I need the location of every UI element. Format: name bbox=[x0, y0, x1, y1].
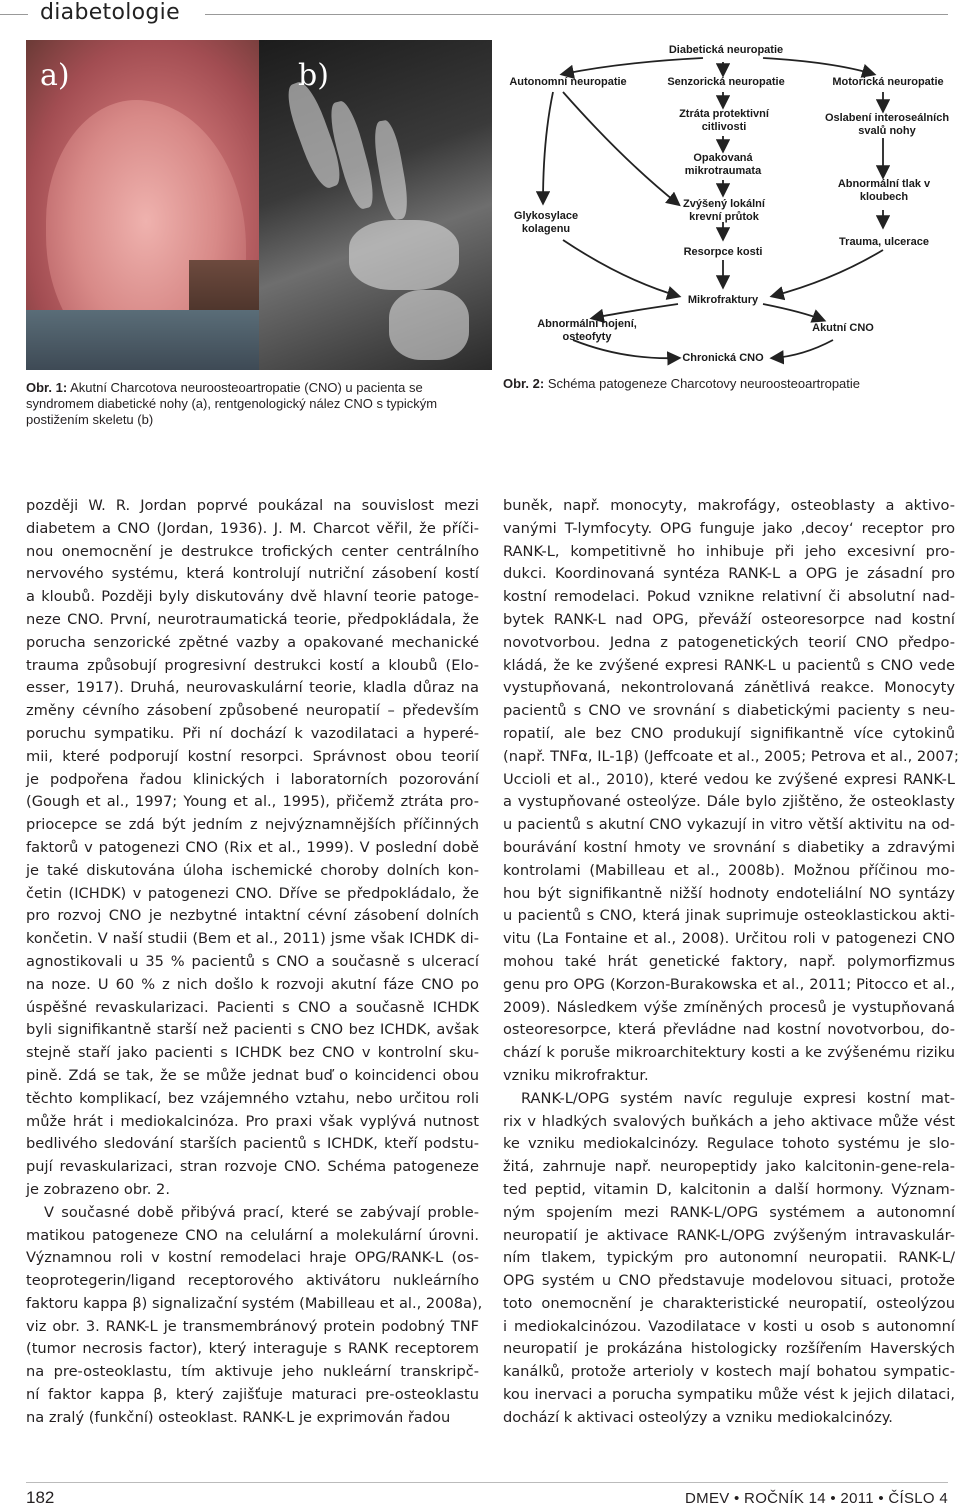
text-line: pro rozvoj CNO je nezbytné intaktní cévní zásobení dolních bbox=[26, 907, 479, 925]
text-line: genu pro OPG (Korzon-Burakowska et al., 2011; Pitocco et al., bbox=[503, 975, 955, 993]
journal-footer: DMEV • ROČNÍK 14 • 2011 • ČÍSLO 4 bbox=[685, 1490, 948, 1507]
text-line: a kloubů. Později byly diskutovány dvě hlavní teorie patoge- bbox=[26, 588, 479, 606]
text-line: kostní remodelaci. Pokud vznikne relativní či absolutní nad- bbox=[503, 588, 955, 606]
text-line: RANK-L, kompetitivně ho inhibuje při jeho excesivní pro- bbox=[503, 542, 955, 560]
figure-label-a: a) bbox=[40, 58, 70, 93]
text-line: ní faktor kappa β, který zajišťuje maturaci pre-osteoklastu bbox=[26, 1386, 479, 1404]
text-line: u pacientů s akutní CNO vykazují in vitro větší aktivitu na od- bbox=[503, 816, 955, 834]
text-line: dukci. Koordinovaná syntéza RANK-L a OPG je zásadní pro bbox=[503, 565, 955, 583]
text-line: vanými T-lymfocyty. OPG funguje jako ‚decoy‘ receptor pro bbox=[503, 519, 955, 537]
text-line: nervového systému, která kontrolují nutriční zásobení kostí bbox=[26, 565, 479, 583]
text-line: agnostikovali u 35 % pacientů s CNO a současně s ulcerací bbox=[26, 952, 479, 970]
xray-image bbox=[259, 40, 492, 370]
text-line: dochází k aktivaci osteolýzy a vzniku mediokalcinózy. bbox=[503, 1408, 893, 1426]
text-line: osteoresorpce, která převládne nad kostní novotvorbou, do- bbox=[503, 1021, 955, 1039]
text-line: Významnou roli v kostní remodelaci hraje OPG/RANK-L (os- bbox=[26, 1249, 479, 1267]
text-line: (např. TNFα, IL-1β) (Jeffcoate et al., 2005; Petrova et al., 2007; bbox=[503, 747, 959, 765]
bone-shape bbox=[389, 290, 469, 360]
text-line: mohou také hrát genetické faktory, např. polymorfizmus bbox=[503, 952, 955, 970]
text-line: diabetem a CNO (Jordan, 1936). J. M. Charcot věřil, že příči- bbox=[26, 519, 479, 537]
text-line: poruchu sympatiku. Při ní dochází k vazodilataci a hyperé- bbox=[26, 724, 479, 742]
text-line: kládá, že ke zvýšené expresi RANK-L u pacientů s CNO vede bbox=[503, 656, 955, 674]
text-line: změny cévního zásobení způsobené neuropatií – především bbox=[26, 702, 479, 720]
caption-text: Akutní Charcotova neuroosteoartropatie (CNO) u pacienta se syndromem diabetické nohy (a), rentgenologický nález CNO s typickým postižením skeletu (b) bbox=[26, 380, 438, 427]
text-line: kou inervaci a porucha sympatiku může vést k jejich dilataci, bbox=[503, 1386, 955, 1404]
text-line: trauma způsobují progresivní destrukci kostí a kloubů (Elo- bbox=[26, 656, 479, 674]
text-line: porucha senzorické zpětné vazby a opakované mechanické bbox=[26, 633, 479, 651]
text-line: novotvorbou. Jedna z patogenetických teorií CNO předpo- bbox=[503, 633, 955, 651]
caption-text: Schéma patogeneze Charcotovy neuroosteoartropatie bbox=[547, 376, 861, 391]
text-line: ke vzniku mediokalcinózy. Regulace tohoto systému je slo- bbox=[503, 1135, 955, 1153]
text-line: u pacientů s CNO, která jinak suprimuje osteoklastickou akti- bbox=[503, 907, 955, 925]
text-line: priocepce se zdá být jedním z nejvýznamnějších příčinných bbox=[26, 816, 479, 834]
text-line: Uccioli et al., 2010), které vedou ke zvýšené expresi RANK-L bbox=[503, 770, 955, 788]
text-line: končetin. V naší studii (Bem et al., 2011) jsme však ICHDK di- bbox=[26, 930, 479, 948]
text-line: ním tlakem, typickým pro autonomní neuropatii. RANK-L/ bbox=[503, 1249, 955, 1267]
figure-2-diagram bbox=[503, 40, 955, 370]
text-line: těchto komplikací, bez vzájemného vztahu, nebo určitou roli bbox=[26, 1089, 479, 1107]
figure-1 bbox=[26, 40, 492, 370]
header-rule bbox=[205, 14, 948, 15]
bed-sheet bbox=[26, 310, 259, 370]
text-line: pacientů s CNO ve srovnání s diabetickými pacienty s neu- bbox=[503, 702, 955, 720]
node-glykosylace-kolagenu: Glykosylace kolagenu bbox=[513, 210, 579, 235]
text-line: žitá, zahrnuje např. neuropeptidy jako kalcitonin-gene-rela- bbox=[503, 1158, 955, 1176]
node-mikrofraktury: Mikrofraktury bbox=[687, 294, 759, 306]
caption-prefix: Obr. 1: bbox=[26, 380, 68, 395]
node-motoricka-neuropatie: Motorická neuropatie bbox=[832, 76, 944, 88]
text-line: (Gough et al., 1997; Young et al., 1995), přičemž ztráta pro- bbox=[26, 793, 479, 811]
node-trauma-ulcerace: Trauma, ulcerace bbox=[839, 236, 929, 248]
text-line: úspěšné revaskularizaci. Pacienti s CNO a současně ICHDK bbox=[26, 998, 479, 1016]
text-line: hou být signifikantně nižší hodnoty endoteliální NO syntázy bbox=[503, 884, 955, 902]
section-title: diabetologie bbox=[40, 0, 180, 25]
text-line: může hrát i mediokalcinóza. Pro praxi však vyplývá nutnost bbox=[26, 1112, 479, 1130]
text-line: je podpořena řadou klinických i laboratorních pozorování bbox=[26, 770, 479, 788]
caption-prefix: Obr. 2: bbox=[503, 376, 545, 391]
text-line: byli signifikantně starší než pacienti s CNO bez ICHDK, avšak bbox=[26, 1021, 479, 1039]
text-line: pují revaskularizaci, stran rozvoje CNO. Schéma patogeneze bbox=[26, 1158, 479, 1176]
node-abnormalni-tlak: Abnormální tlak v kloubech bbox=[837, 178, 931, 203]
text-line: 2009). Následkem výše zmíněných procesů je vystupňovaná bbox=[503, 998, 955, 1016]
text-line: vitu (La Fontaine et al., 2008). Určitou roli v patogenezi CNO bbox=[503, 930, 955, 948]
text-line: je zobrazeno obr. 2. bbox=[26, 1180, 170, 1198]
page-header bbox=[0, 0, 960, 30]
bone-shape bbox=[370, 119, 411, 222]
text-line: četin (ICHDK) v patogenezi CNO. Dříve se předpokládalo, že bbox=[26, 884, 479, 902]
text-line: viz obr. 3. RANK-L je transmembránový protein podobný TNF bbox=[26, 1317, 479, 1335]
node-autonomni-neuropatie: Autonomní neuropatie bbox=[509, 76, 627, 88]
node-oslabeni-svalu: Oslabení interoseálních svalů nohy bbox=[824, 112, 950, 137]
text-line: i mediokalcinózou. Vazodilatace v kosti u osob s autonomní bbox=[503, 1317, 955, 1335]
text-line: RANK-L/OPG systém navíc reguluje expresi kostní mat- bbox=[521, 1089, 955, 1107]
text-line: buněk, např. monocyty, makrofágy, osteoblasty a aktivo- bbox=[503, 497, 955, 514]
text-line: OPG systém u CNO představuje modelovou situaci, protože bbox=[503, 1272, 955, 1290]
node-resorpce-kosti: Resorpce kosti bbox=[683, 246, 763, 258]
text-line: neze CNO. První, neurotraumatická teorie, předpokládala, že bbox=[26, 610, 479, 628]
figure-2-caption bbox=[503, 376, 955, 392]
text-line: bytek RANK-L nad OPG, převáží osteoresorpce nad kostní bbox=[503, 610, 955, 628]
text-line: matikou patogeneze CNO na celulární a molekulární úrovni. bbox=[26, 1226, 479, 1244]
header-rule-left bbox=[0, 14, 28, 15]
text-line: toto onemocnění je charakteristické neuropatií, osteolýzou bbox=[503, 1294, 955, 1312]
text-line: je také diskutována úloha ischemické choroby dolních kon- bbox=[26, 861, 479, 879]
text-line: V současné době přibývá prací, které se zabývají proble- bbox=[44, 1203, 479, 1221]
text-line: vzniku mikrofraktur. bbox=[503, 1066, 649, 1084]
text-line: kontrolami (Mabilleau et al., 2008b). Možnou příčinou mo- bbox=[503, 861, 955, 879]
text-line: pině. Zdá se tak, že se může jednat buď o koincidenci obou bbox=[26, 1066, 479, 1084]
text-line: na zralý (funkční) osteoklast. RANK-L je exprimován řadou bbox=[26, 1408, 451, 1426]
text-line: nou onemocnění je destrukce trofických center centrálního bbox=[26, 542, 479, 560]
text-line: bedlivého sledování starších pacientů s ICHDK, kteří podstu- bbox=[26, 1135, 479, 1153]
text-line: esser, 1917). Druhá, neurovaskulární teorie, kladla důraz na bbox=[26, 679, 479, 697]
figure-label-b: b) bbox=[298, 58, 329, 93]
node-abnormalni-hojeni: Abnormální hojení, osteofyty bbox=[537, 318, 637, 343]
text-line: (tumor necrosis factor), který interaguje s RANK receptorem bbox=[26, 1340, 479, 1358]
page-number: 182 bbox=[26, 1488, 55, 1507]
node-diabeticka-neuropatie: Diabetická neuropatie bbox=[668, 44, 784, 56]
figure-1-caption bbox=[26, 380, 472, 428]
text-line: neuropatií je aktivace RANK-L/OPG zvýšeným intravaskulár- bbox=[503, 1226, 955, 1244]
text-line: ted peptid, vitamin D, kalcitonin a další hormony. Význam- bbox=[503, 1180, 955, 1198]
text-line: mii, které podporují kostní resorpci. Správnost obou teorií bbox=[26, 747, 479, 765]
text-line: později W. R. Jordan poprvé poukázal na souvislost mezi bbox=[26, 497, 479, 514]
footer-rule bbox=[26, 1482, 948, 1483]
text-line: bourávání kostní hmoty ve srovnání s diabetiky a zdravými bbox=[503, 838, 955, 856]
bone-shape bbox=[349, 220, 459, 290]
body-text-right-column bbox=[503, 495, 959, 1430]
text-line: faktorů v patogenezi CNO (Rix et al., 1999). V poslední době bbox=[26, 838, 479, 856]
text-line: kanálků, protože arterioly v kostech mají bohatou sympatic- bbox=[503, 1363, 955, 1381]
text-line: ropatií, ale bez CNO produkují signifikantně více cytokinů bbox=[503, 724, 955, 742]
node-chronicka-cno: Chronická CNO bbox=[682, 352, 764, 364]
node-senzoricka-neuropatie: Senzorická neuropatie bbox=[667, 76, 785, 88]
node-akutni-cno: Akutní CNO bbox=[812, 322, 874, 334]
text-line: a vystupňované osteolýze. Dále bylo zjištěno, že osteoklasty bbox=[503, 793, 955, 811]
text-line: faktoru kappa β) signalizační systém (Mabilleau et al., 2008a), bbox=[26, 1294, 483, 1312]
text-line: stejně staří jako pacienti s ICHDK bez CNO v kontrolní sku- bbox=[26, 1044, 479, 1062]
node-zvyseny-prutok: Zvýšený lokální krevní průtok bbox=[683, 198, 765, 223]
text-line: ným spojením mezi RANK-L/OPG systémem a autonomní bbox=[503, 1203, 955, 1221]
node-ztrata-citlivosti: Ztráta protektivní citlivosti bbox=[679, 108, 769, 133]
text-line: na noze. U 60 % z nich došlo k rozvoji akutní fáze CNO po bbox=[26, 975, 479, 993]
body-text-left-column bbox=[26, 495, 483, 1430]
node-opakovana-mikrotraumata: Opakovaná mikrotraumata bbox=[684, 152, 762, 177]
text-line: teoprotegerin/ligand receptorového aktivátoru nukleárního bbox=[26, 1272, 479, 1290]
text-line: vystupňovaná, nekontrolovaná zánětlivá reakce. Monocyty bbox=[503, 679, 955, 697]
text-line: neuropatií je prokázána histologicky rozšířením Haverských bbox=[503, 1340, 955, 1358]
text-line: na pre-osteoklastu, tím aktivuje jeho nukleární transkripč- bbox=[26, 1363, 479, 1381]
text-line: rix v hladkých svalových buňkách a jeho aktivace může vést bbox=[503, 1112, 955, 1130]
text-line: chází k poruše mikroarchitektury kosti a ke zvýšenému riziku bbox=[503, 1044, 955, 1062]
